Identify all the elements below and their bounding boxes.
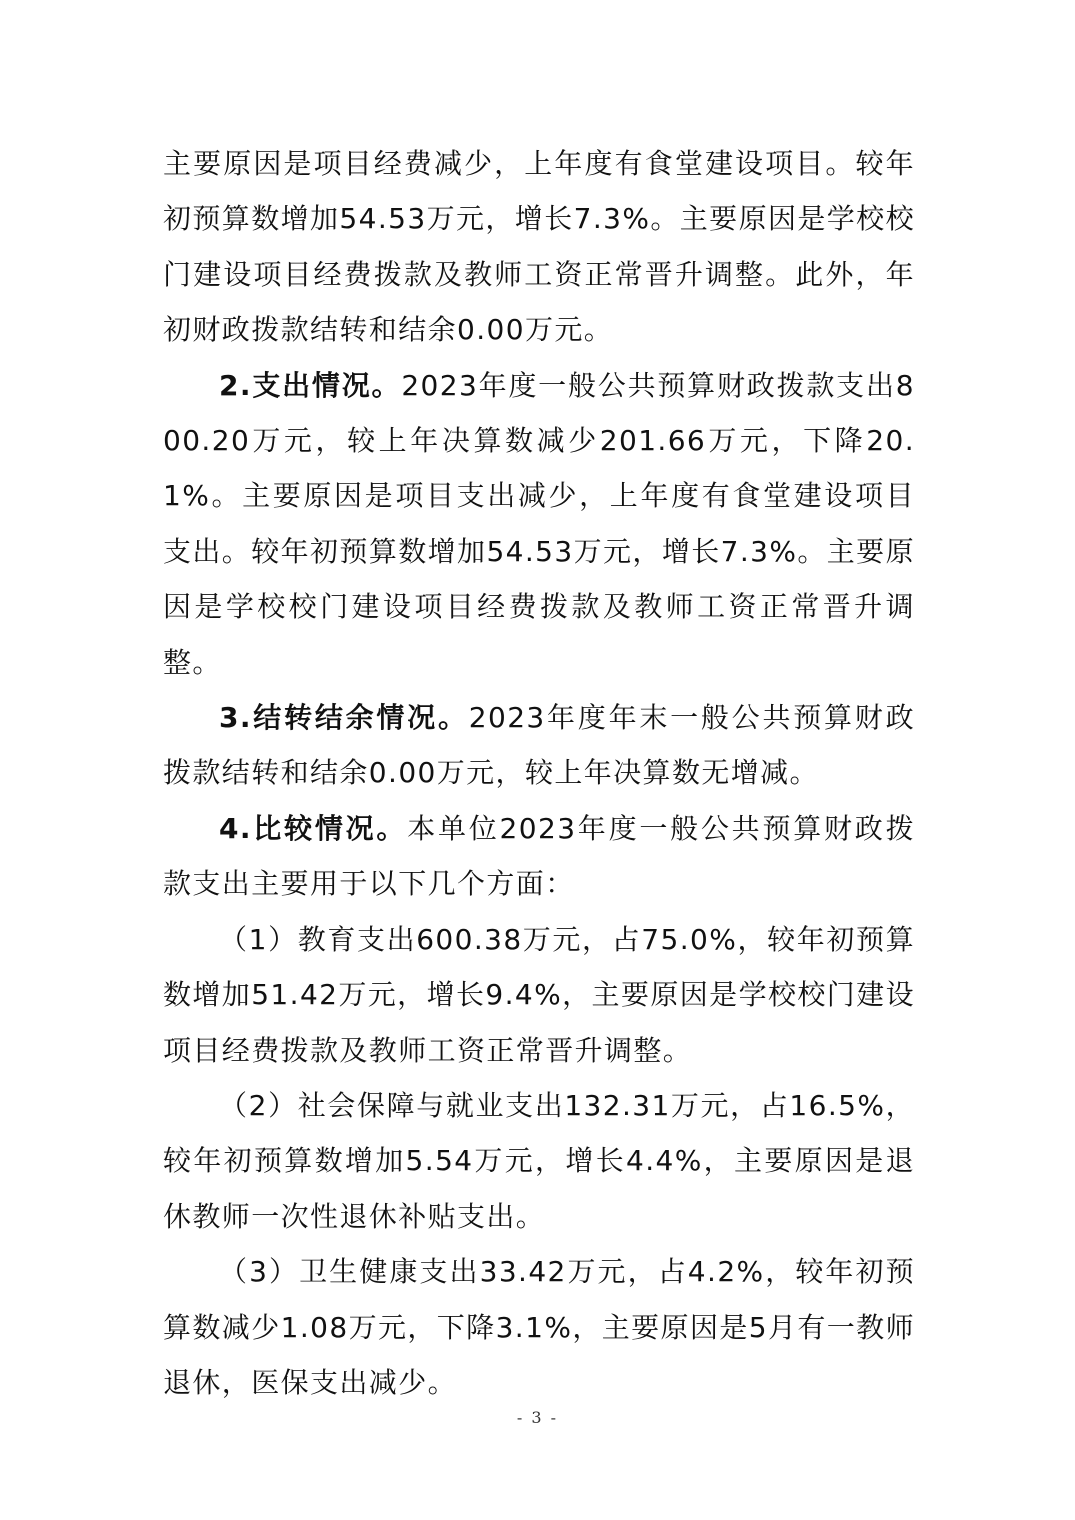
paragraph-continuation bbox=[163, 136, 915, 358]
page-number: - 3 - bbox=[516, 1408, 559, 1427]
list-item-social-security bbox=[163, 1078, 915, 1244]
section-heading-comparison: 4.比较情况。 bbox=[219, 811, 408, 845]
paragraph-comparison bbox=[163, 801, 915, 912]
paragraph-text: （1）教育支出600.38万元，占75.0%，较年初预算数增加51.42万元，增长9.4%，主要原因是学校校门建设项目经费拨款及教师工资正常晋升调整。 bbox=[163, 922, 915, 1067]
paragraph-text: （3）卫生健康支出33.42万元，占4.2%，较年初预算数减少1.08万元，下降3.1%，主要原因是5月有一教师退休，医保支出减少。 bbox=[163, 1255, 915, 1399]
list-item-health bbox=[163, 1244, 915, 1410]
paragraph-text: 2023年度一般公共预算财政拨款支出800.20万元，较上年决算数减少201.66万元，下降20.1%。主要原因是项目支出减少，上年度有食堂建设项目支出。较年初预算数增加54.53万元，增长7.3%。主要原因是学校校门建设项目经费拨款及教师工资正常晋升调整。 bbox=[163, 368, 915, 679]
paragraph-text: （2）社会保障与就业支出132.31万元，占16.5%，较年初预算数增加5.54万元，增长4.4%，主要原因是退休教师一次性退休补贴支出。 bbox=[163, 1088, 915, 1233]
section-heading-carryover: 3.结转结余情况。 bbox=[219, 701, 469, 735]
paragraph-carryover bbox=[163, 690, 915, 801]
section-heading-expenditure: 2.支出情况。 bbox=[219, 368, 402, 402]
document-body bbox=[163, 136, 915, 1410]
paragraph-text: 主要原因是项目经费减少，上年度有食堂建设项目。较年初预算数增加54.53万元，增长7.3%。主要原因是学校校门建设项目经费拨款及教师工资正常晋升调整。此外，年初财政拨款结转和结余0.00万元。 bbox=[163, 147, 915, 347]
paragraph-text: 2023年度年末一般公共预算财政拨款结转和结余0.00万元，较上年决算数无增减。 bbox=[163, 701, 915, 790]
list-item-education bbox=[163, 912, 915, 1078]
paragraph-expenditure bbox=[163, 358, 915, 690]
paragraph-text: 本单位2023年度一般公共预算财政拨款支出主要用于以下几个方面： bbox=[163, 811, 915, 901]
